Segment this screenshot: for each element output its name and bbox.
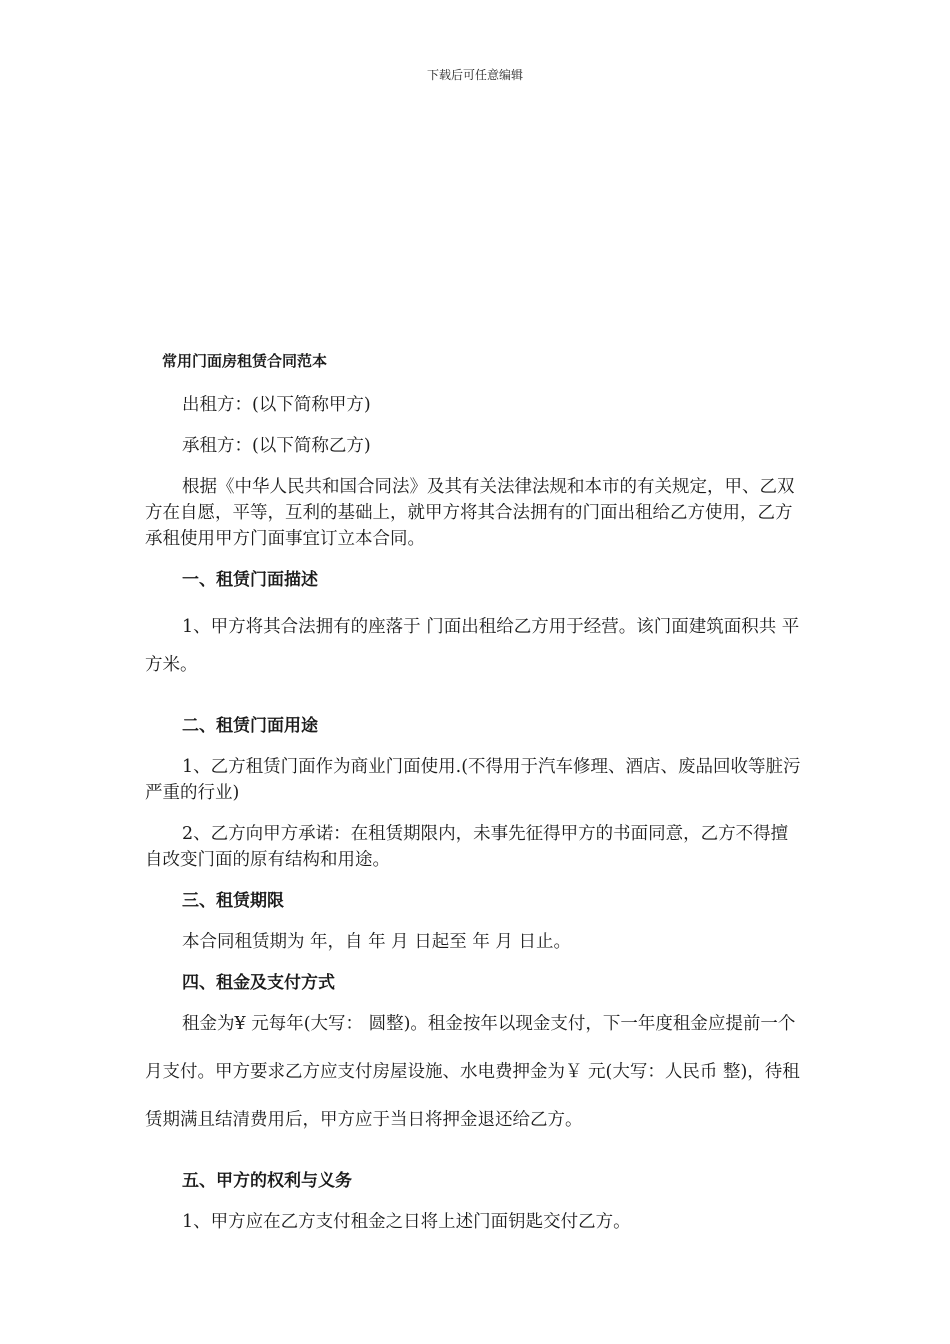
contract-body bbox=[145, 350, 805, 1235]
section-1-paragraph-1: 1、甲方将其合法拥有的座落于 门面出租给乙方用于经营。该门面建筑面积共 平方米。 bbox=[145, 617, 800, 675]
section-heading-2: 二、租赁门面用途 bbox=[182, 716, 318, 736]
section-heading-5: 五、甲方的权利与义务 bbox=[182, 1171, 352, 1191]
page-header-note: 下载后可任意编辑 bbox=[426, 68, 523, 82]
lessor-line: 出租方：(以下简称甲方) bbox=[182, 395, 371, 415]
section-heading-1: 一、租赁门面描述 bbox=[182, 570, 318, 590]
section-heading-4: 四、租金及支付方式 bbox=[182, 973, 335, 993]
section-heading-3: 三、租赁期限 bbox=[182, 891, 284, 911]
section-5-paragraph-1: 1、甲方应在乙方支付租金之日将上述门面钥匙交付乙方。 bbox=[182, 1212, 631, 1232]
section-2-paragraph-2: 2、乙方向甲方承诺：在租赁期限内，未事先征得甲方的书面同意，乙方不得擅自改变门面的原有结构和用途。 bbox=[145, 824, 789, 870]
section-2-paragraph-1: 1、乙方租赁门面作为商业门面使用.(不得用于汽车修理、酒店、废品回收等脏污严重的行业) bbox=[145, 757, 801, 803]
section-3-paragraph-1: 本合同租赁期为 年，自 年 月 日起至 年 月 日止。 bbox=[182, 932, 571, 952]
section-4-paragraph-1: 租金为¥ 元每年(大写： 圆整)。租金按年以现金支付，下一年度租金应提前一个月支付。甲方要求乙方应支付房屋设施、水电费押金为￥ 元(大写：人民币 整)，待租赁期满且结清费用后，甲方应于当日将押金退还给乙方。 bbox=[145, 1014, 800, 1130]
lessee-line: 承租方：(以下简称乙方) bbox=[182, 436, 371, 456]
preamble-paragraph: 根据《中华人民共和国合同法》及其有关法律法规和本市的有关规定，甲、乙双方在自愿，平等，互利的基础上，就甲方将其合法拥有的门面出租给乙方使用，乙方承租使用甲方门面事宜订立本合同。 bbox=[145, 477, 795, 549]
document-title: 常用门面房租赁合同范本 bbox=[162, 352, 328, 370]
